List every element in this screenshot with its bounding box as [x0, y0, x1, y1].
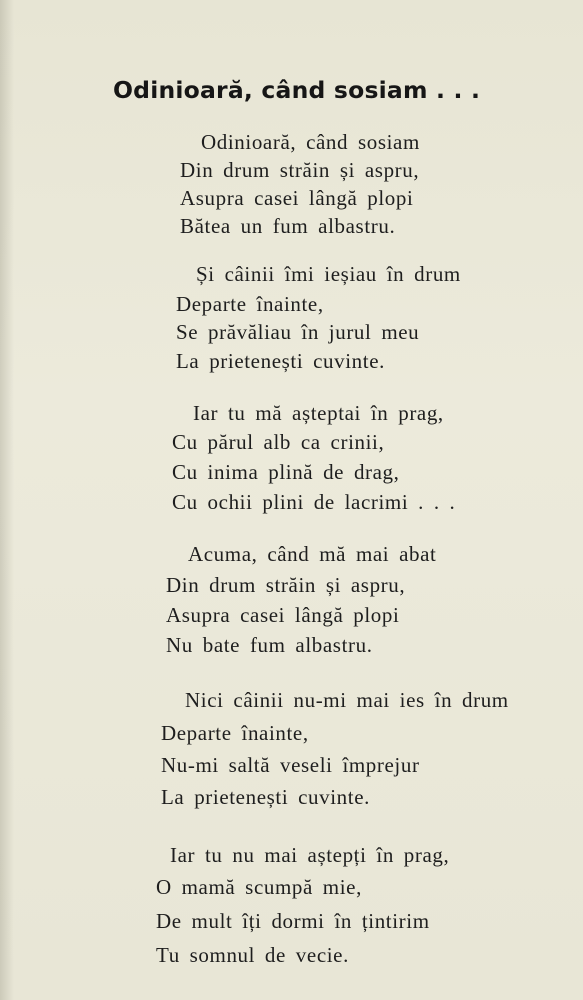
poem-line: Cu ochii plini de lacrimi . . .	[172, 490, 456, 514]
poem-line: Acuma, când mă mai abat	[188, 542, 437, 566]
poem-line: Cu inima plină de drag,	[172, 460, 400, 484]
poem-line: Departe înainte,	[161, 721, 309, 745]
poem-line: Iar tu nu mai aștepți în prag,	[170, 843, 450, 867]
poem-line: Nu bate fum albastru.	[166, 633, 373, 657]
poem-line: Asupra casei lângă plopi	[166, 603, 400, 627]
poem-line: Bătea un fum albastru.	[180, 214, 396, 238]
poem-line: Din drum străin și aspru,	[180, 158, 420, 182]
poem-line: Se prăvăliau în jurul meu	[176, 320, 420, 344]
poem-line: Din drum străin și aspru,	[166, 573, 406, 597]
poem-line: La prietenești cuvinte.	[176, 349, 385, 373]
page-gutter-shadow	[0, 0, 14, 1000]
poem-line: Odinioară, când sosiam	[201, 130, 420, 154]
poem-line: Și câinii îmi ieșiau în drum	[196, 262, 461, 286]
poem-line: Asupra casei lângă plopi	[180, 186, 414, 210]
poem-line: De mult îți dormi în țintirim	[156, 909, 430, 933]
poem-line: O mamă scumpă mie,	[156, 875, 362, 899]
poem-line: La prietenești cuvinte.	[161, 785, 370, 809]
poem-line: Departe înainte,	[176, 292, 324, 316]
poem-line: Tu somnul de vecie.	[156, 943, 349, 967]
poem-line: Nu-mi saltă veseli împrejur	[161, 753, 420, 777]
poem-line: Iar tu mă așteptai în prag,	[193, 401, 444, 425]
poem-line: Cu părul alb ca crinii,	[172, 430, 385, 454]
poem-title: Odinioară, când sosiam . . .	[113, 76, 481, 104]
poem-line: Nici câinii nu-mi mai ies în drum	[185, 688, 509, 712]
